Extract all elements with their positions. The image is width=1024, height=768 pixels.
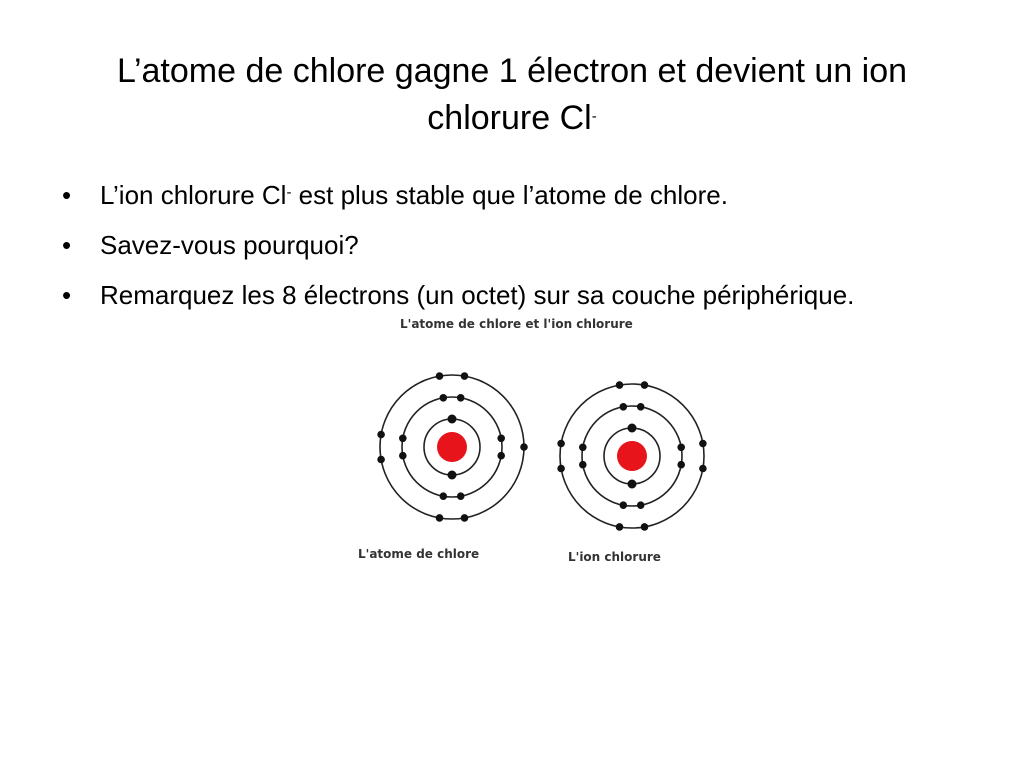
- electron: [377, 456, 385, 464]
- nucleus: [437, 432, 467, 462]
- electron: [457, 394, 465, 402]
- slide-title: [60, 48, 964, 142]
- electron: [677, 461, 685, 469]
- bullet-dot-icon: •: [62, 180, 72, 210]
- electron: [436, 514, 444, 522]
- electron: [497, 435, 505, 443]
- bullet-2-text: Savez-vous pourquoi?: [100, 230, 359, 260]
- electron: [377, 431, 385, 439]
- bullet-1-text-start: L’ion chlorure Cl: [100, 180, 287, 210]
- electron: [457, 492, 465, 500]
- chlorine-atom-diagram: [377, 372, 528, 521]
- electron: [436, 372, 444, 380]
- bullet-1-text-end: est plus stable que l’atome de chlore.: [291, 180, 728, 210]
- title-charge-superscript: -: [591, 108, 597, 125]
- bullet-list: [56, 176, 956, 326]
- electron: [497, 452, 505, 460]
- electron: [637, 501, 645, 509]
- chlorine-atom-label: L'atome de chlore: [358, 547, 480, 561]
- electron: [461, 372, 469, 380]
- electron: [579, 444, 587, 452]
- bullet-1-charge-superscript: -: [286, 184, 292, 201]
- electron: [699, 440, 707, 448]
- electron: [620, 501, 628, 509]
- atom-diagram-figure: [346, 306, 748, 576]
- electron: [641, 381, 649, 389]
- electron: [448, 471, 457, 480]
- electron: [620, 403, 628, 411]
- bullet-dot-icon: •: [62, 280, 72, 310]
- electron: [448, 415, 457, 424]
- bullet-dot-icon: •: [62, 230, 72, 260]
- electron: [440, 492, 448, 500]
- electron: [699, 465, 707, 473]
- chloride-ion-label: L'ion chlorure: [568, 550, 661, 564]
- electron: [637, 403, 645, 411]
- electron: [641, 523, 649, 531]
- electron: [616, 381, 624, 389]
- bullet-item-2: [56, 226, 956, 264]
- electron: [557, 440, 565, 448]
- electron: [461, 514, 469, 522]
- electron: [616, 523, 624, 531]
- electron: [399, 435, 407, 443]
- electron: [677, 444, 685, 452]
- chloride-ion-diagram: [557, 381, 706, 530]
- electron: [440, 394, 448, 402]
- electron: [628, 424, 637, 433]
- nucleus: [617, 441, 647, 471]
- electron: [579, 461, 587, 469]
- electron: [520, 443, 528, 451]
- electron: [399, 452, 407, 460]
- bullet-3-text: Remarquez les 8 électrons (un octet) sur sa couche périphérique.: [100, 280, 855, 310]
- title-text: L’atome de chlore gagne 1 électron et devient un ion chlorure Cl: [116, 52, 908, 137]
- electron: [628, 480, 637, 489]
- atom-diagram: [346, 306, 748, 576]
- electron: [557, 465, 565, 473]
- bullet-item-1: [56, 176, 956, 214]
- figure-caption: L'atome de chlore et l'ion chlorure: [400, 317, 633, 331]
